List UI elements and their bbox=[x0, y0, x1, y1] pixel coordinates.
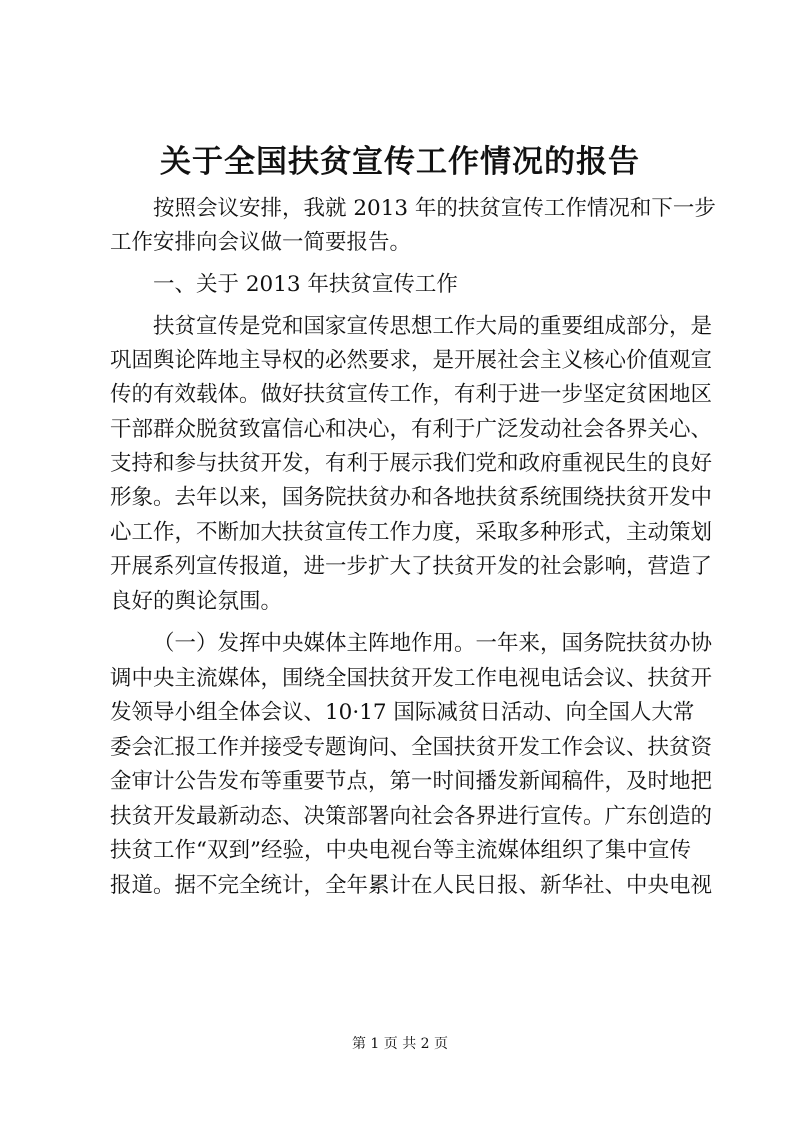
paragraph-overview-line: 传的有效载体。做好扶贫宣传工作，有利于进一步坚定贫困地区 bbox=[110, 382, 713, 407]
section-heading: 一、关于 2013 年扶贫宣传工作 bbox=[153, 272, 458, 297]
paragraph-overview-line: 扶贫宣传是党和国家宣传思想工作大局的重要组成部分，是 bbox=[153, 314, 713, 339]
paragraph-central-media-line: 调中央主流媒体，围绕全国扶贫开发工作电视电话会议、扶贫开 bbox=[110, 666, 713, 691]
paragraph-central-media-line: 报道。据不完全统计，全年累计在人民日报、新华社、中央电视 bbox=[110, 873, 713, 898]
paragraph-intro-line: 按照会议安排，我就 2013 年的扶贫宣传工作情况和下一步 bbox=[153, 196, 716, 221]
paragraph-intro-line: 工作安排向会议做一简要报告。 bbox=[110, 230, 412, 255]
paragraph-overview-line: 心工作，不断加大扶贫宣传工作力度，采取多种形式，主动策划 bbox=[110, 520, 713, 545]
paragraph-overview-line: 形象。去年以来，国务院扶贫办和各地扶贫系统围绕扶贫开发中 bbox=[110, 485, 713, 510]
paragraph-overview-line: 干部群众脱贫致富信心和决心，有利于广泛发动社会各界关心、 bbox=[110, 417, 713, 442]
paragraph-overview-line: 支持和参与扶贫开发，有利于展示我们党和政府重视民生的良好 bbox=[110, 451, 713, 476]
paragraph-central-media-line: 委会汇报工作并接受专题询问、全国扶贫开发工作会议、扶贫资 bbox=[110, 735, 713, 760]
paragraph-overview-line: 开展系列宣传报道，进一步扩大了扶贫开发的社会影响，营造了 bbox=[110, 554, 713, 579]
paragraph-central-media-line: 金审计公告发布等重要节点，第一时间播发新闻稿件，及时地把 bbox=[110, 769, 713, 794]
paragraph-central-media-line: 发领导小组全体会议、10·17 国际减贫日活动、向全国人大常 bbox=[110, 700, 695, 725]
page-number-footer: 第 1 页 共 2 页 bbox=[351, 1036, 449, 1052]
paragraph-central-media-line: 扶贫工作“双到”经验，中央电视台等主流媒体组织了集中宣传 bbox=[110, 838, 691, 863]
paragraph-overview-line: 巩固舆论阵地主导权的必然要求，是开展社会主义核心价值观宣 bbox=[110, 348, 713, 373]
paragraph-central-media-line: 扶贫开发最新动态、决策部署向社会各界进行宣传。广东创造的 bbox=[110, 804, 713, 829]
paragraph-overview-line: 良好的舆论氛围。 bbox=[110, 589, 283, 614]
document-title: 关于全国扶贫宣传工作情况的报告 bbox=[160, 144, 640, 180]
paragraph-central-media-line: （一）发挥中央媒体主阵地作用。一年来，国务院扶贫办协 bbox=[153, 631, 713, 656]
